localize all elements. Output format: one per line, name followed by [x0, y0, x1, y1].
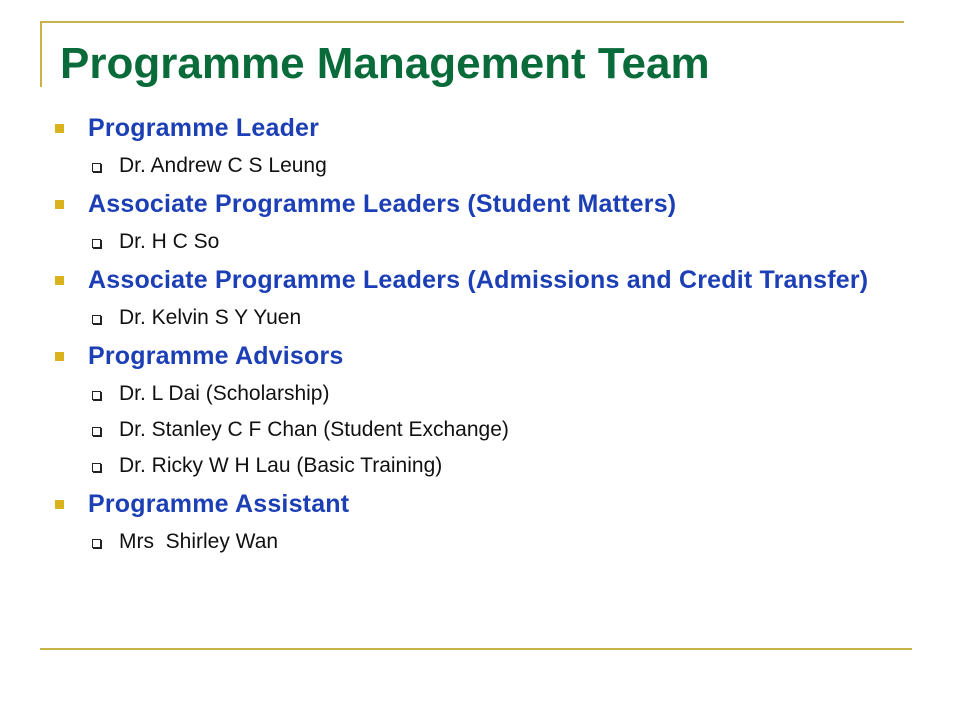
section-heading	[48, 340, 908, 372]
section-heading	[48, 488, 908, 520]
square-bullet-icon	[55, 124, 64, 133]
square-bullet-icon	[55, 352, 64, 361]
list-item-text: Mrs Shirley Wan	[119, 530, 279, 553]
list-item-text: Dr. Ricky W H Lau (Basic Training)	[119, 454, 443, 477]
list-item-text: Dr. H C So	[119, 230, 220, 253]
list-item	[48, 228, 908, 256]
section-heading-text: Programme Leader	[88, 114, 320, 142]
checkbox-bullet-icon	[92, 163, 101, 172]
list-item	[48, 416, 908, 444]
section-heading	[48, 264, 908, 296]
list-item-text: Dr. L Dai (Scholarship)	[119, 382, 330, 405]
list-item-text: Dr. Andrew C S Leung	[119, 154, 327, 177]
list-item	[48, 380, 908, 408]
section-heading-text: Programme Assistant	[88, 490, 350, 518]
checkbox-bullet-icon	[92, 463, 101, 472]
list-item-text: Dr. Stanley C F Chan (Student Exchange)	[119, 418, 509, 441]
frame-bottom-rule	[40, 648, 912, 650]
checkbox-bullet-icon	[92, 427, 101, 436]
section-heading	[48, 112, 908, 144]
list-item	[48, 528, 908, 556]
section-heading-text: Programme Advisors	[88, 342, 344, 370]
list-item	[48, 452, 908, 480]
frame-top-rule	[40, 21, 904, 23]
slide-content	[48, 112, 908, 556]
checkbox-bullet-icon	[92, 315, 101, 324]
square-bullet-icon	[55, 200, 64, 209]
section-heading-text: Associate Programme Leaders (Student Matters)	[88, 190, 677, 218]
checkbox-bullet-icon	[92, 239, 101, 248]
checkbox-bullet-icon	[92, 391, 101, 400]
frame-left-rule	[40, 21, 42, 87]
section-heading-text: Associate Programme Leaders (Admissions and Credit Transfer)	[88, 266, 869, 294]
square-bullet-icon	[55, 500, 64, 509]
checkbox-bullet-icon	[92, 539, 101, 548]
list-item	[48, 152, 908, 180]
section-heading	[48, 188, 908, 220]
list-item	[48, 304, 908, 332]
square-bullet-icon	[55, 276, 64, 285]
list-item-text: Dr. Kelvin S Y Yuen	[119, 306, 302, 329]
slide-title: Programme Management Team	[60, 39, 710, 88]
